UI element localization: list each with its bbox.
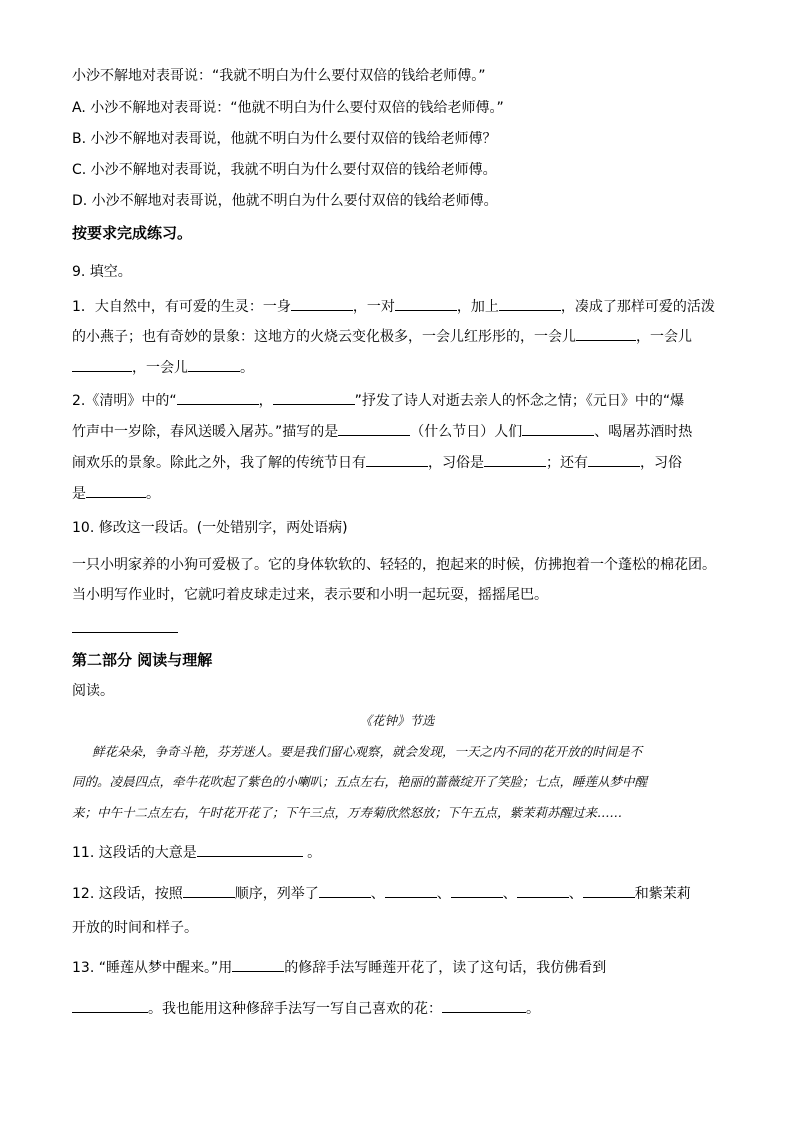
answer-blank[interactable] [72,998,148,1013]
q9-p2-text-a: 2.《清明》中的“ [72,393,177,409]
q8-original-sentence: 小沙不解地对表哥说：“我就不明白为什么要付双倍的钱给老师傅。” [72,68,486,84]
q9-p2-line1 [72,390,684,411]
answer-blank[interactable] [583,883,635,898]
q9-p1-text-e: 的小燕子；也有奇妙的景象：这地方的火烧云变化极多，一会儿红彤彤的，一会儿 [72,329,576,345]
q9-p2-text-c: ”抒发了诗人对逝去亲人的怀念之情；《元日》中的“爆 [354,393,685,409]
answer-blank[interactable] [576,326,636,341]
q9-p2-text-l: 。 [146,486,160,502]
q13-text-c: 。我也能用这种修辞手法写一写自己喜欢的花： [148,1001,442,1017]
passage-line: 鲜花朵朵，争奇斗艳，芬芳迷人。要是我们留心观察，就会发现，一天之内不同的花开放的时间是不 [92,744,643,759]
q9-title: 9. 填空。 [72,264,132,280]
section-divider [72,632,178,633]
answer-blank[interactable] [499,296,561,311]
q9-p1-text-d: ，凑成了那样可爱的活泼 [560,299,715,315]
answer-blank[interactable] [442,998,526,1013]
q12-sep: 、 [502,886,517,902]
answer-blank[interactable] [338,421,410,436]
q9-p2-text-b: ， [258,393,273,409]
q9-p1-text-g: ，一会儿 [132,360,188,376]
part2-instruction: 阅读。 [72,683,114,699]
q9-p2-text-g: 闹欢乐的景象。除此之外，我了解的传统节日有 [72,455,366,471]
answer-blank[interactable] [232,957,284,972]
answer-blank[interactable] [385,883,437,898]
q9-p2-text-h: ，习俗是 [428,455,484,471]
q9-p1-text-a: 1．大自然中，有可爱的生灵：一身 [72,299,291,315]
q9-p2-text-j: ，习俗 [640,455,682,471]
answer-blank[interactable] [319,883,371,898]
q13-text-d: 。 [526,1001,540,1017]
answer-blank[interactable] [86,483,146,498]
answer-blank[interactable] [188,357,240,372]
q8-option-b: B. 小沙不解地对表哥说，他就不明白为什么要付双倍的钱给老师傅？ [72,131,497,147]
q8-option-d: D. 小沙不解地对表哥说，他就不明白为什么要付双倍的钱给老师傅。 [72,193,498,209]
q9-p1-text-f: ，一会儿 [636,329,692,345]
q9-p2-text-i: ；还有 [546,455,588,471]
answer-blank[interactable] [273,390,355,405]
q13-line2 [72,998,540,1019]
q12-line1 [72,883,691,904]
q9-p2-line4 [72,483,160,504]
q11-text-b: 。 [307,845,322,861]
section-heading: 按要求完成练习。 [72,224,193,242]
answer-blank[interactable] [197,842,303,857]
q13-text-b: 的修辞手法写睡莲开花了，读了这句话，我仿佛看到 [284,960,607,976]
q9-p2-text-d: 竹声中一岁除，春风送暖入屠苏。”描写的是 [72,424,339,440]
q13-line1 [72,957,606,978]
q13-text-a: 13. “睡莲从梦中醒来。”用 [72,960,233,976]
passage-title: 《花钟》节选 [359,713,435,728]
q9-p2-line3 [72,452,682,473]
q12-sep: 、 [436,886,451,902]
q9-p2-text-f: 、喝屠苏酒时热 [594,424,693,440]
answer-blank[interactable] [484,452,546,467]
part2-heading: 第二部分 阅读与理解 [72,651,213,669]
q9-p2-text-e: （什么节日）人们 [410,424,523,440]
q10-line2: 当小明写作业时，它就叼着皮球走过来，表示要和小明一起玩耍，摇摇尾巴。 [72,587,548,603]
q9-p1-line3 [72,357,254,378]
q10-line1: 一只小明家养的小狗可爱极了。它的身体软软的、轻轻的，抱起来的时候，仿拂抱着一个蓬松的棉花团。 [72,557,716,573]
q10-title: 10. 修改这一段话。(一处错别字，两处语病) [72,520,348,536]
q9-p1-text-h: 。 [240,360,254,376]
passage-line: 来；中午十二点左右，午时花开花了；下午三点，万寿菊欣然怒放；下午五点，紫茉莉苏醒过来…… [72,805,623,820]
q12-sep: 、 [568,886,583,902]
q9-p2-line2 [72,421,692,442]
answer-blank[interactable] [522,421,594,436]
q8-option-c: C. 小沙不解地对表哥说，我就不明白为什么要付双倍的钱给老师傅。 [72,162,497,178]
answer-blank[interactable] [588,452,640,467]
answer-blank[interactable] [395,296,457,311]
answer-blank[interactable] [72,357,132,372]
q12-text-a: 12. 这段话，按照 [72,886,183,902]
q11-line [72,842,321,863]
q9-p2-text-k: 是 [72,486,86,502]
q12-line2: 开放的时间和样子。 [72,920,198,936]
answer-blank[interactable] [451,883,503,898]
q9-p1-line2 [72,326,692,347]
q11-text-a: 11. 这段话的大意是 [72,845,197,861]
passage-line: 同的。凌晨四点，牵牛花吹起了紫色的小喇叭；五点左右，艳丽的蔷薇绽开了笑脸；七点，睡莲从梦中醒 [72,774,648,789]
q12-text-b: 顺序，列举了 [234,886,319,902]
answer-blank[interactable] [177,390,259,405]
q9-p1-text-c: ，加上 [456,299,499,315]
q12-sep: 、 [370,886,385,902]
q12-text-d: 和紫茉莉 [634,886,691,902]
answer-blank[interactable] [366,452,428,467]
answer-blank[interactable] [183,883,235,898]
answer-blank[interactable] [517,883,569,898]
answer-blank[interactable] [291,296,353,311]
q9-p1-text-b: ，一对 [352,299,395,315]
q8-option-a: A. 小沙不解地对表哥说：“他就不明白为什么要付双倍的钱给老师傅。” [72,100,504,116]
q9-p1-line1 [72,296,715,317]
